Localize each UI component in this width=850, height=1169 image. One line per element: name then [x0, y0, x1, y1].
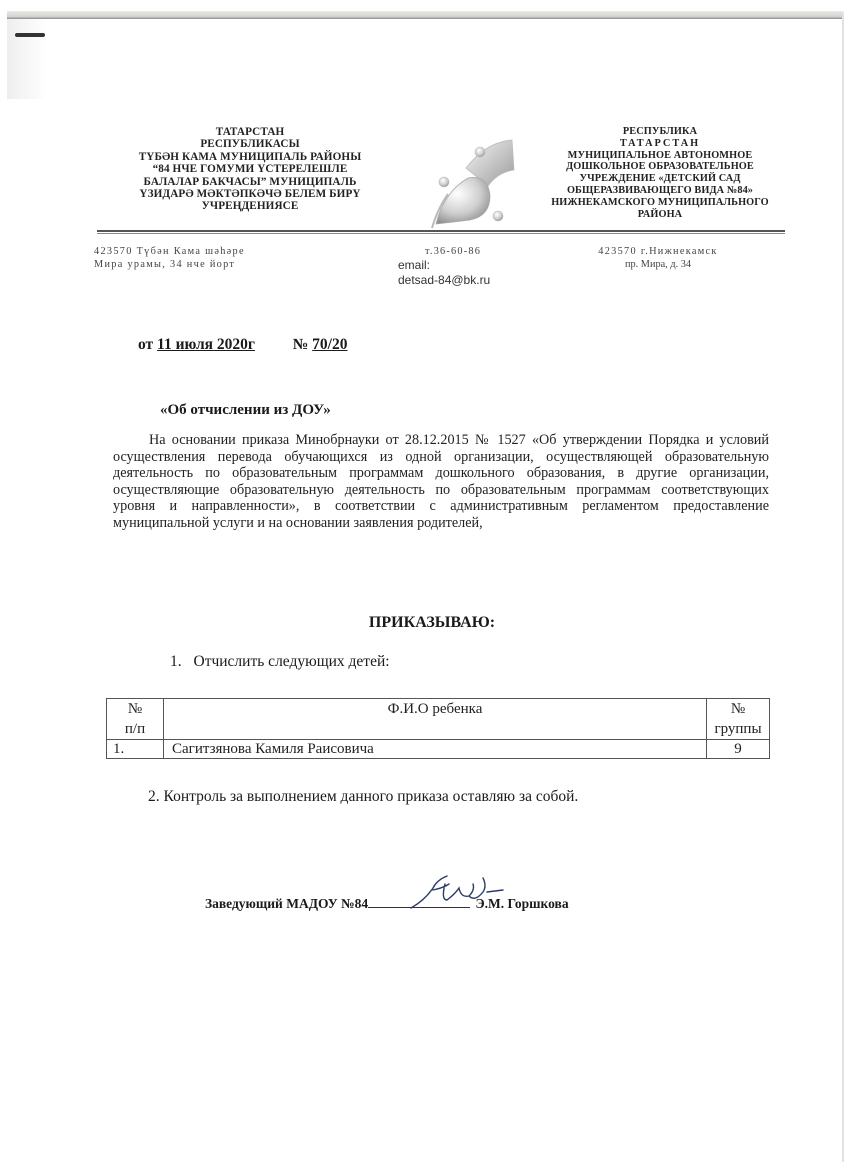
letterhead-line: БАЛАЛАР БАКЧАСЫ” МУНИЦИПАЛЬ	[143, 175, 357, 188]
table-row	[107, 740, 770, 759]
order-item-2: 2. Контроль за выполнением данного приказа оставляю за собой.	[148, 788, 579, 805]
scan-shadow	[7, 19, 47, 99]
phone-number: т.36-60-86	[425, 246, 482, 257]
letterhead-line: ТҮБӘН КАМА МУНИЦИПАЛЬ РАЙОНЫ	[138, 150, 362, 163]
header-group	[707, 699, 770, 740]
order-date-number	[138, 336, 347, 354]
order-preamble: На основании приказа Минобрнауки от 28.12.2015 № 1527 «Об утверждении Порядка и условий осуществления перевода обучающихся из одной организации, осуществляющей образовательную деятельность по образовательным программам дошкольного образования, в другие организации, осуществляющие образовательную деятельность по образовательным программам соответствующих уровня и направленности», в соответствии с административным регламентом предоставление муниципальной услуги и на основании заявления родителей,	[113, 432, 769, 531]
cell-num: 1.	[107, 740, 164, 759]
cell-group: 9	[707, 740, 770, 759]
letterhead-line: ҮЗИДАРӘ МӘКТӘПКӘЧӘ БЕЛЕМ БИРҮ	[139, 188, 361, 201]
letterhead-line: МУНИЦИПАЛЬНОЕ АВТОНОМНОЕ	[567, 149, 753, 161]
letterhead-line: РЕСПУБЛИКА	[622, 126, 698, 137]
header-text: №	[730, 701, 746, 717]
order-number: 70/20	[312, 336, 348, 353]
address-line: Мира урамы, 34 нче йорт	[94, 259, 236, 270]
letterhead-line: ТАТАРСТАН	[619, 137, 701, 149]
signatory-name: Э.М. Горшкова	[475, 896, 569, 911]
water-drop-logo-icon	[408, 120, 530, 230]
order-item-1	[170, 653, 390, 671]
order-heading: ПРИКАЗЫВАЮ:	[368, 614, 496, 631]
signatory-position: Заведующий МАДОУ №84	[205, 896, 369, 911]
letterhead-line: РАЙОНА	[637, 208, 683, 220]
children-table	[106, 698, 770, 759]
date-prefix: от	[138, 336, 154, 353]
scan-mark	[15, 33, 45, 37]
handwritten-signature-icon	[403, 870, 533, 915]
email-label: email:	[398, 258, 431, 272]
item-text: Отчислить следующих детей:	[193, 653, 390, 670]
order-date: 11 июля 2020г	[157, 336, 255, 353]
email-link[interactable]: detsad-84@bk.ru	[398, 273, 491, 287]
letterhead-line: УЧРЕҢДЕНИЯСЕ	[201, 200, 299, 213]
letterhead-line: УЧРЕЖДЕНИЕ «ДЕТСКИЙ САД	[579, 173, 741, 185]
item-number: 1.	[170, 653, 182, 670]
number-prefix: №	[292, 336, 309, 353]
address-line: 423570 Түбән Кама шәһәре	[94, 246, 245, 257]
contacts	[398, 245, 490, 288]
scan-top-edge	[7, 11, 843, 19]
address-tatar	[94, 245, 245, 271]
table-header-row	[107, 699, 770, 740]
letterhead-divider	[97, 230, 785, 234]
header-text: №	[127, 701, 143, 717]
address-line: 423570 г.Нижнекамск	[598, 246, 718, 257]
letterhead-line: НИЖНЕКАМСКОГО МУНИЦИПАЛЬНОГО	[551, 196, 769, 208]
address-line: пр. Мира, д. 34	[624, 259, 692, 270]
letterhead-russian	[535, 126, 785, 220]
header-name: Ф.И.О ребенка	[164, 699, 707, 740]
letterhead-line: ОБЩЕРАЗВИВАЮЩЕГО ВИДА №84»	[566, 184, 754, 196]
letterhead-line: ДОШКОЛЬНОЕ ОБРАЗОВАТЕЛЬНОЕ	[566, 161, 754, 173]
scan-right-edge	[842, 12, 844, 1162]
address-russian	[588, 245, 728, 271]
header-num	[107, 699, 164, 740]
letterhead-line: РЕСПУБЛИКАСЫ	[200, 138, 300, 151]
letterhead-line: ТАТАРСТАН	[215, 126, 285, 138]
letterhead-line: “84 НЧЕ ГОМУМИ ҮСТЕРЕЛЕШЛЕ	[152, 163, 348, 176]
order-subject: «Об отчислении из ДОУ»	[160, 402, 331, 418]
letterhead-tatar	[110, 126, 390, 213]
header-text: п/п	[124, 721, 146, 737]
header-text: группы	[714, 721, 762, 737]
cell-name: Сагитзянова Камиля Раисовича	[164, 740, 707, 759]
